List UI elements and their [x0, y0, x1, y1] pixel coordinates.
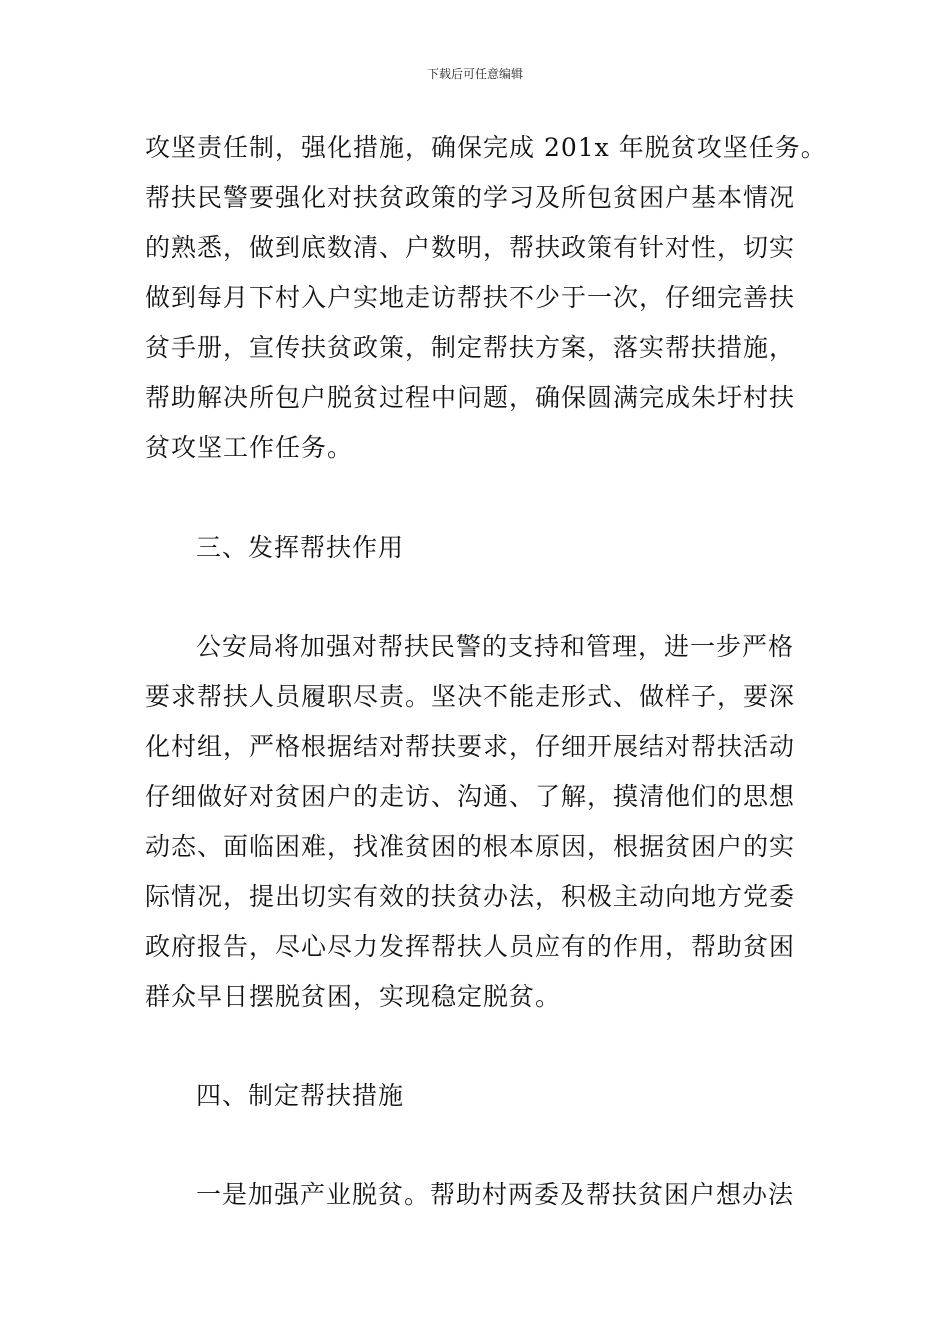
- text-line: 要求帮扶人员履职尽责。坚决不能走形式、做样子，要深: [145, 682, 796, 711]
- text-line: 帮扶民警要强化对扶贫政策的学习及所包贫困户基本情况: [145, 183, 796, 212]
- text-line: 一是加强产业脱贫。帮助村两委及帮扶贫困户想办法: [196, 1180, 795, 1209]
- text-line: 化村组，严格根据结对帮扶要求，仔细开展结对帮扶活动: [145, 732, 796, 761]
- text-line: 动态、面临困难，找准贫困的根本原因，根据贫困户的实: [145, 832, 796, 861]
- section-heading-4: 四、制定帮扶措施: [196, 1081, 405, 1110]
- text-line: 做到每月下村入户实地走访帮扶不少于一次，仔细完善扶: [145, 283, 796, 312]
- text-line: 贫攻坚工作任务。: [145, 433, 354, 462]
- text-line: 际情况，提出切实有效的扶贫办法，积极主动向地方党委: [145, 882, 796, 911]
- text-line: 仔细做好对贫困户的走访、沟通、了解，摸清他们的思想: [145, 782, 796, 811]
- text-line: 的熟悉，做到底数清、户数明，帮扶政策有针对性，切实: [145, 233, 796, 262]
- text-line: 公安局将加强对帮扶民警的支持和管理，进一步严格: [196, 632, 795, 661]
- text-line: 群众早日摆脱贫困，实现稳定脱贫。: [145, 982, 562, 1011]
- text-line: 帮助解决所包户脱贫过程中问题，确保圆满完成朱圩村扶: [145, 383, 796, 412]
- text-line: 贫手册，宣传扶贫政策，制定帮扶方案，落实帮扶措施，: [145, 333, 796, 362]
- section-heading-3: 三、发挥帮扶作用: [196, 533, 405, 562]
- text-line: 政府报告，尽心尽力发挥帮扶人员应有的作用，帮助贫困: [145, 932, 796, 961]
- page-header-note: 下载后可任意编辑: [426, 67, 523, 81]
- text-line: 攻坚责任制，强化措施，确保完成 201x 年脱贫攻坚任务。: [145, 133, 827, 162]
